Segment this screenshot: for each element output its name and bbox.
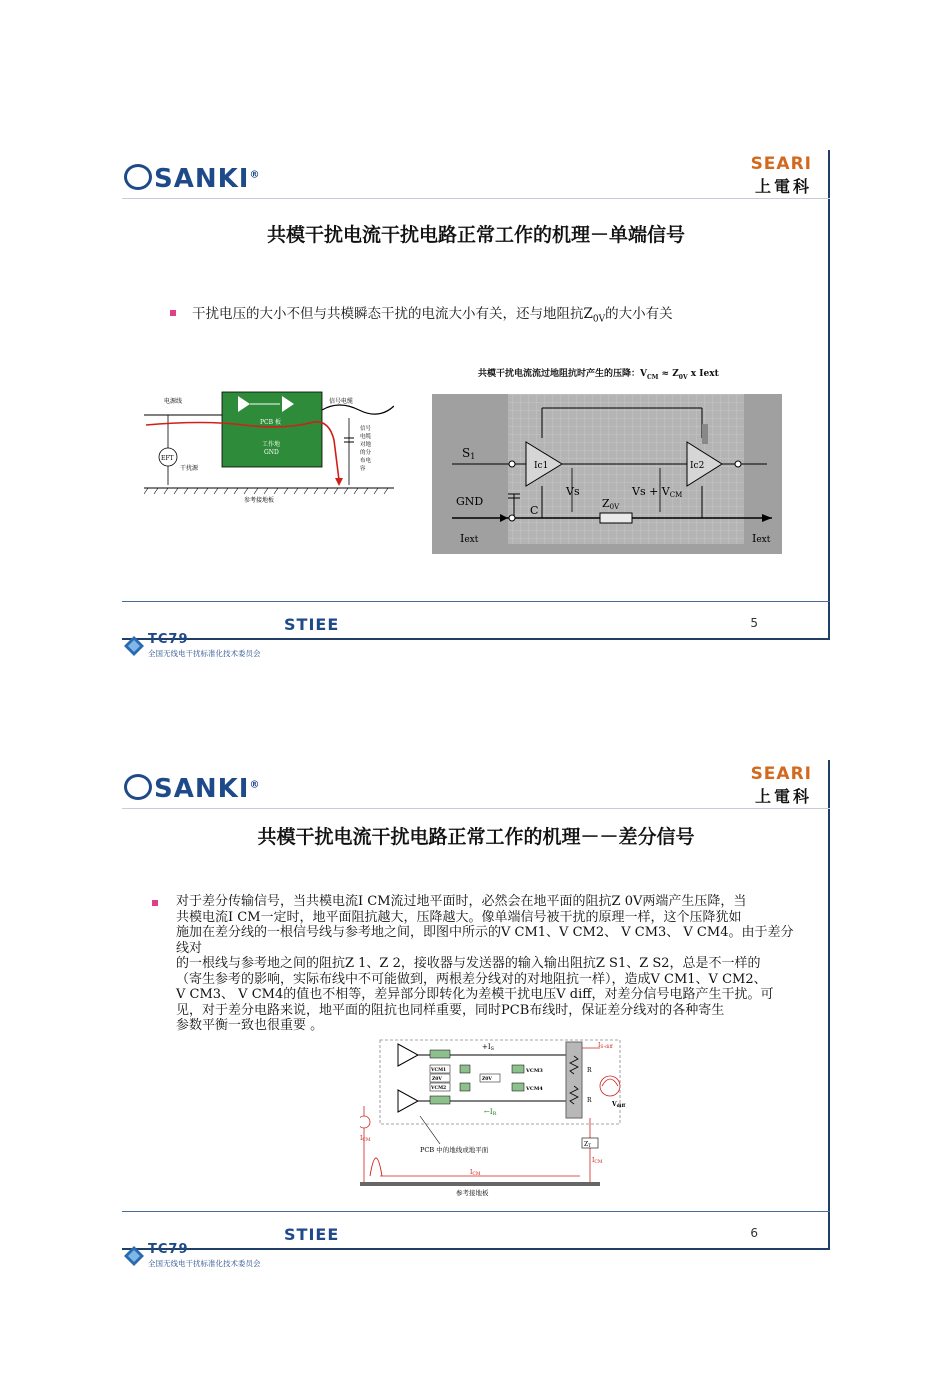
work-ground-label: 工作地 xyxy=(262,441,281,448)
driver-buffer-top-icon xyxy=(398,1044,418,1066)
signal-cable xyxy=(322,405,394,414)
seari-chinese-logo: 上電科 xyxy=(754,787,812,806)
zs1-block xyxy=(430,1050,450,1058)
eft-label: EFT xyxy=(161,455,174,462)
s1-node xyxy=(509,461,515,467)
tc79-diamond-icon xyxy=(124,636,144,656)
header-divider xyxy=(122,808,830,809)
cap-label-6: 容 xyxy=(360,466,366,472)
bullet-point: 干扰电压的大小不但与共模瞬态干扰的电流大小有关，还与地阻抗$Z_{0V}$的大小有关 xyxy=(170,306,673,329)
bullet-square-icon xyxy=(152,900,158,906)
slide-title: 共模干扰电流干扰电路正常工作的机理－－差分信号 xyxy=(257,826,695,848)
iext-right-label: Iext xyxy=(752,532,771,545)
ic1-label: Ic1 xyxy=(534,461,549,471)
z2-block xyxy=(460,1083,470,1091)
ic2-output-node xyxy=(735,461,741,467)
sanki-logo: SANKI® xyxy=(124,164,260,194)
icm-bottom-label: ICM xyxy=(470,1169,481,1177)
reference-ground-label: 参考接地板 xyxy=(456,1189,489,1196)
paragraph-line: 的一根线与参考地之间的阻抗Z 1、Z 2，接收器与发送器的输入输出阻抗Z S1、Z S2，总是不一样的 xyxy=(176,956,761,971)
vdiff-label: Vdiff xyxy=(612,1101,626,1109)
driver-buffer-bottom-icon xyxy=(398,1090,418,1112)
z3-block xyxy=(512,1065,524,1073)
cap-label-1: 信号 xyxy=(360,426,372,432)
page-number: 6 xyxy=(750,1226,758,1240)
ic2-label: Ic2 xyxy=(690,461,705,471)
icm-pulse-icon xyxy=(370,1158,382,1176)
slide-border-bottom xyxy=(122,638,830,640)
seari-logo: SEARI xyxy=(750,154,812,174)
seari-logo: SEARI xyxy=(750,764,812,784)
sanki-logo: SANKI® xyxy=(124,774,260,804)
footer-divider xyxy=(122,1211,830,1212)
r2-label: R xyxy=(587,1097,592,1104)
interference-arrow-icon xyxy=(335,478,343,486)
zs2-block xyxy=(430,1096,450,1104)
icm-source-icon xyxy=(360,1116,370,1128)
interference-source-label: 干扰源 xyxy=(180,465,199,472)
vcm1-label: VCM1 xyxy=(431,1068,447,1073)
paragraph-line: V CM3、 V CM4的值也不相等，差异部分即转化为差模干扰电压V diff，对差分信号电路产生干扰。可 xyxy=(176,987,774,1002)
differential-paragraph xyxy=(176,894,806,1034)
slide-border-bottom xyxy=(122,1248,830,1250)
power-line-label: 电源线 xyxy=(164,398,183,405)
footer-divider xyxy=(122,601,830,602)
vs-label: Vs xyxy=(566,485,580,498)
pcb-ground-label: PCB 中的地线或地平面 xyxy=(420,1146,489,1154)
vcm3-label: VCM3 xyxy=(526,1068,543,1074)
seari-chinese-logo: 上電科 xyxy=(754,177,812,196)
paragraph-line: （寄生参考的影响，实际布线中不可能做到，两根差分线对的对地阻抗一样），造成V CM1、V CM2、 xyxy=(176,971,767,987)
paragraph-line: 对于差分传输信号，当共模电流I CM流过地平面时，必然会在地平面的阻抗Z 0V两端产生压降，当 xyxy=(176,894,747,909)
vcm4-label: VCM4 xyxy=(526,1086,543,1092)
single-ended-interference-diagram xyxy=(144,390,394,510)
ground-impedance-diagram xyxy=(432,394,782,554)
vcm2-label: VCM2 xyxy=(431,1086,447,1091)
gnd-label: GND xyxy=(456,495,484,508)
cap-label-2: 电缆 xyxy=(360,434,372,440)
ground-hatching xyxy=(144,488,388,494)
stiee-logo: STIEE xyxy=(284,1225,340,1244)
sanki-ring-icon xyxy=(124,774,152,800)
icm-left-label: ICM xyxy=(360,1135,371,1143)
signal-cable-label: 信号电缆 xyxy=(329,398,354,405)
c-label: C xyxy=(530,504,539,517)
pcb-board-label: PCB 板 xyxy=(260,419,281,426)
differential-interference-diagram xyxy=(360,1036,640,1196)
slide-2: SANKI® SEARI 上電科 共模干扰电流干扰电路正常工作的机理－－差分信号 对于差分传输信号，当共模电流I CM流过地平面时，必然会在地平面的阻抗Z 0V两端产生压降，当 共模电流I CM一定时，地平面阻抗越大，压降越大。像单端信号被干扰的原理一样，这个压降犹如 施加在差分线的一根信号线与参考地之间，即图中所示的V CM1、V CM2、 V CM3、 V CM4。由于差分线对 的一根线与参考地之间的阻抗Z 1、Z 2，接收器与发送器的输入输出阻抗Z S1、Z S2，总是不一样的 （寄生参考的影响，实际布线中不可能做到，两根差分线对的对地阻抗一样），造成V CM1、V CM2、 V CM3、 V CM4的值也不相等，差异部分即转化为差模干扰电压V diff，对差分信号电路产生干扰。可 见，对于差分电路来说，地平面的阻抗也同样重要，同时PCB布线时，保证差分线对的各种寄生 参数平衡一致也很重要 。 VCM3 VCM4 VCM1 VCM2 Z0V Z0V +IS ←IR R R IS-diff Vdiff ICM PCB 中的地线或地平面 ZT ICM ICM 参考接地板 TC79 全国无线电干扰标准化技术委员会 STIEE 6 xyxy=(122,760,830,1250)
receiver-termination xyxy=(566,1042,582,1118)
pcb-ground-pointer xyxy=(420,1116,440,1144)
z0v-label-left: Z0V xyxy=(432,1077,442,1082)
header-divider xyxy=(122,198,830,199)
paragraph-line: 施加在差分线的一根信号线与参考地之间，即图中所示的V CM1、V CM2、 V CM3、 V CM4。由于差分线对 xyxy=(176,925,794,956)
z0v-label-right: Z0V xyxy=(482,1077,492,1082)
voltage-drop-caption: 共模干扰电流流过地阻抗时产生的压降：$V_{CM} \approx Z_{0V}$ x Iext xyxy=(478,369,719,381)
bullet-square-icon xyxy=(170,310,176,316)
icm-right-label: ICM xyxy=(592,1157,603,1165)
cap-label-3: 对地 xyxy=(360,442,372,448)
ic2-supply-resistor xyxy=(702,424,708,444)
gnd-label: GND xyxy=(264,449,279,456)
ir-label: ←IR xyxy=(484,1108,497,1117)
is-diff-label: IS-diff xyxy=(598,1042,613,1050)
cap-label-4: 的分 xyxy=(360,450,372,456)
paragraph-line: 参数平衡一致也很重要 。 xyxy=(176,1018,324,1033)
slide-1: SANKI® SEARI 上電科 共模干扰电流干扰电路正常工作的机理－单端信号 干扰电压的大小不但与共模瞬态干扰的电流大小有关，还与地阻抗$Z_{0V}$的大小有关 电源线 信号电缆 PCB 板 工作地 GND 信号 电缆 对地 的分 布电 容 EFT 干扰源 参考接地板 共模干扰电流流过地阻抗时产生的压降：$V_{CM} \approx Z_{0V}$ x Iext Ic1 Ic2 S1 C Vs Vs + VCM Z0V GND Iext Iext TC79 全国无线电干扰标准化技术委员会 STIEE 5 xyxy=(122,150,830,640)
r1-label: R xyxy=(587,1067,592,1074)
tc79-diamond-icon xyxy=(124,1246,144,1266)
z1-block xyxy=(460,1065,470,1073)
page-number: 5 xyxy=(750,616,758,630)
vs-plus-vcm-label: Vs + VCM xyxy=(632,485,683,499)
zt-label: ZT xyxy=(584,1141,592,1149)
cap-label-5: 布电 xyxy=(360,458,372,464)
iext-left-label: Iext xyxy=(460,532,479,545)
slide-title: 共模干扰电流干扰电路正常工作的机理－单端信号 xyxy=(266,224,685,246)
reference-ground-label: 参考接地板 xyxy=(244,497,275,504)
stiee-logo: STIEE xyxy=(284,615,340,634)
z0v-resistor xyxy=(600,513,632,523)
paragraph-line: 共模电流I CM一定时，地平面阻抗越大，压降越大。像单端信号被干扰的原理一样，这个压降犹如 xyxy=(176,909,742,925)
is-plus-label: +IS xyxy=(482,1043,495,1052)
paragraph-line: 见，对于差分电路来说，地平面的阻抗也同样重要，同时PCB布线时，保证差分线对的各种寄生 xyxy=(176,1002,725,1018)
reference-ground-plate xyxy=(360,1182,600,1186)
s1-label: S1 xyxy=(462,446,476,461)
z4-block xyxy=(512,1083,524,1091)
sanki-ring-icon xyxy=(124,164,152,190)
gnd-node xyxy=(509,515,515,521)
z0v-label: Z0V xyxy=(602,497,620,511)
